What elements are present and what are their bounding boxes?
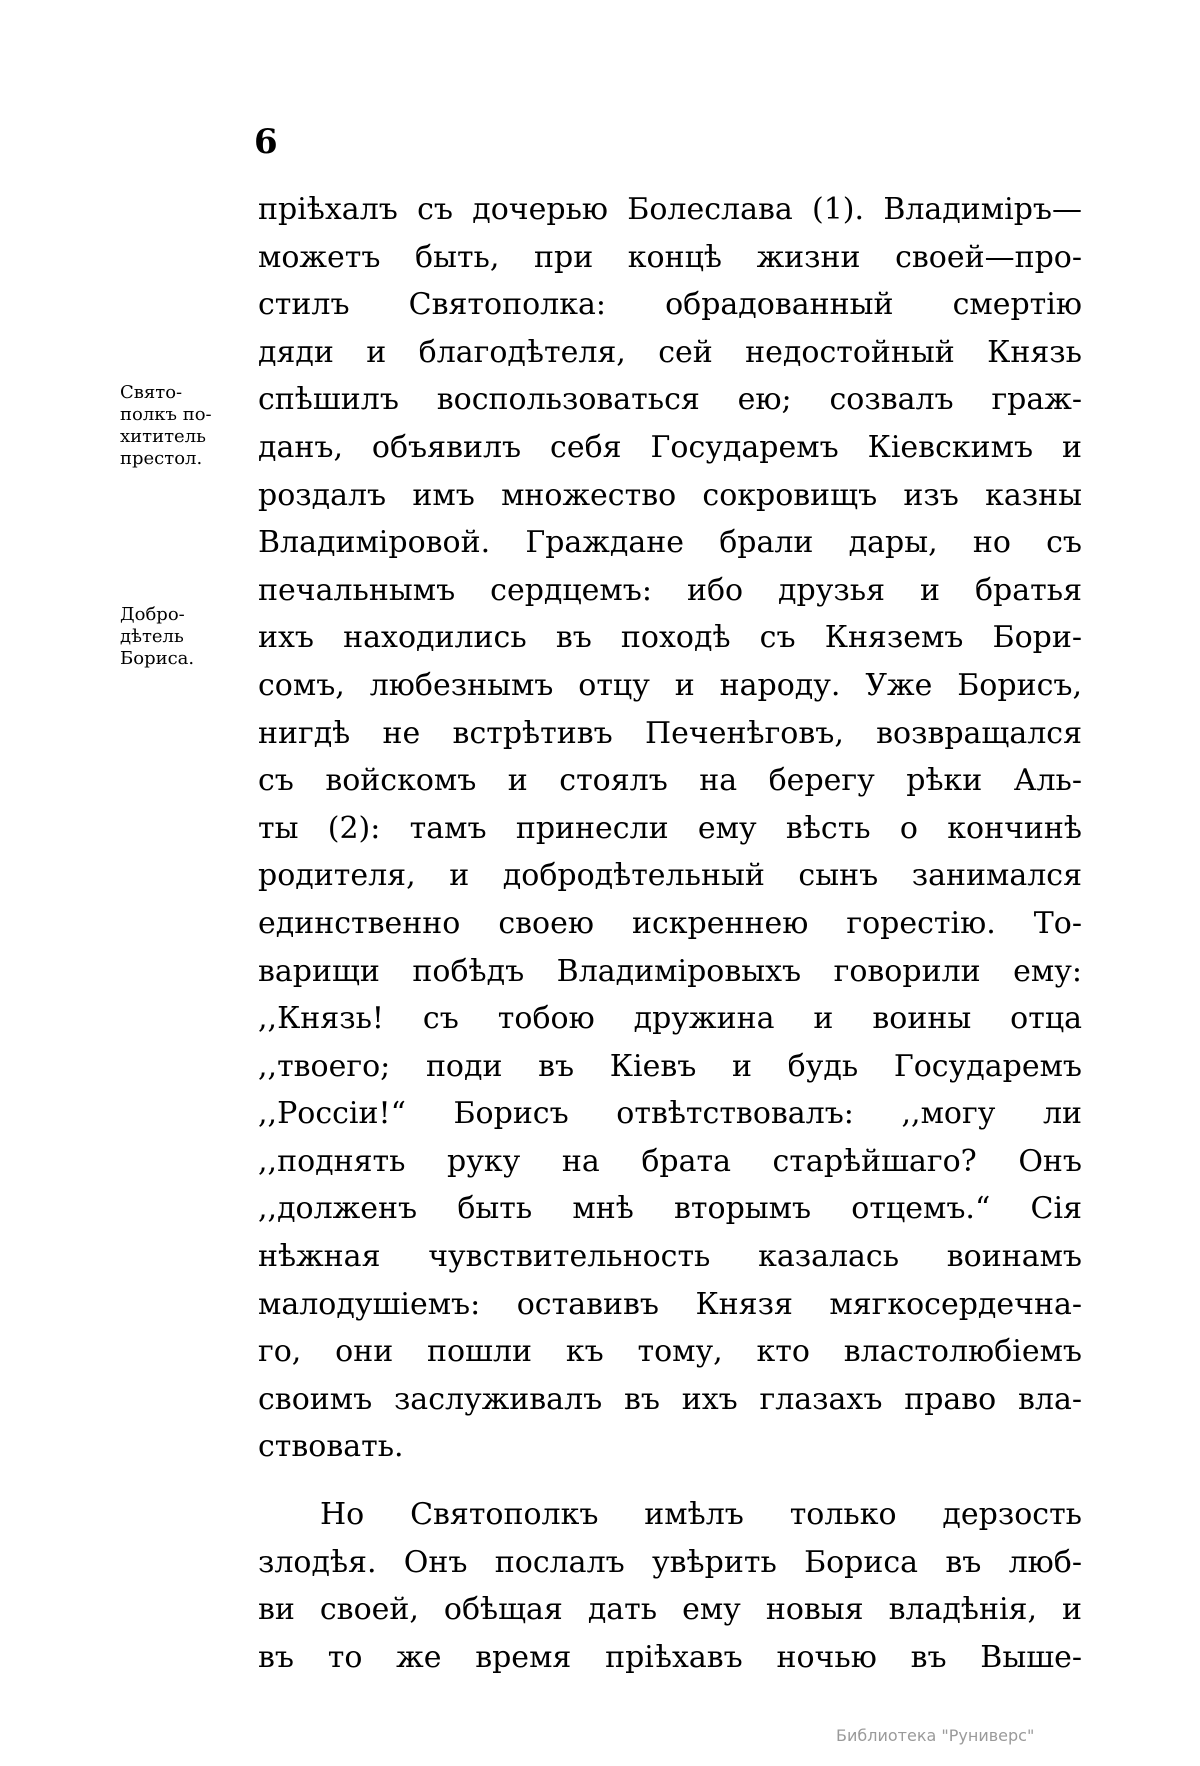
text-line: можетъ быть, при концѣ жизни своей—про- — [258, 239, 1082, 275]
text-line: роздалъ имъ множество сокровищъ изъ казны — [258, 477, 1082, 513]
text-line: го, они пошли къ тому, кто властолюбіемъ — [258, 1334, 1082, 1370]
margin-note-line: полкъ по- — [120, 404, 212, 425]
margin-note-line: хититель — [120, 426, 206, 447]
margin-note-line: Добро- — [120, 604, 185, 625]
text-line: печальнымъ сердцемъ: ибо друзья и братья — [258, 572, 1082, 608]
text-line: ствовать. — [258, 1429, 404, 1465]
text-line: спѣшилъ воспользоваться ею; созвалъ граж- — [258, 382, 1082, 418]
main-text — [258, 186, 1082, 1681]
text-line: нѣжная чувствительность казалась воинамъ — [258, 1239, 1082, 1275]
text-line: съ войскомъ и стоялъ на берегу рѣки Аль- — [258, 763, 1082, 799]
text-line: ,,Россіи!“ Борисъ отвѣтствовалъ: ,,могу ли — [258, 1096, 1082, 1132]
text-line: ихъ находились въ походѣ съ Княземъ Бори- — [258, 620, 1082, 656]
paragraph-gap — [258, 1471, 1082, 1491]
text-line: ви своей, обѣщая дать ему новыя владѣнія, и — [258, 1592, 1082, 1628]
margin-note-line: дѣтель — [120, 626, 184, 647]
text-line: сомъ, любезнымъ отцу и народу. Уже Борисъ, — [258, 667, 1082, 703]
text-line: дяди и благодѣтеля, сей недостойный Князь — [258, 334, 1082, 370]
text-line: единственно своею искреннею горестію. То- — [258, 905, 1082, 941]
page-number: 6 — [254, 122, 278, 162]
paragraph — [258, 1491, 1082, 1681]
text-line: родителя, и добродѣтельный сынъ занимался — [258, 858, 1082, 894]
margin-note-sviatopolk — [120, 382, 252, 470]
text-line: нигдѣ не встрѣтивъ Печенѣговъ, возвращался — [258, 715, 1082, 751]
text-line: своимъ заслуживалъ въ ихъ глазахъ право вла- — [258, 1381, 1082, 1417]
text-line: малодушіемъ: оставивъ Князя мягкосердечна- — [258, 1286, 1082, 1322]
text-line: пріѣхалъ съ дочерью Болеслава (1). Владиміръ— — [258, 192, 1082, 227]
text-line: ,,долженъ быть мнѣ вторымъ отцемъ.“ Сія — [258, 1191, 1082, 1227]
text-line: ты (2): тамъ принесли ему вѣсть о кончинѣ — [258, 810, 1082, 846]
text-line: ,,поднять руку на брата старѣйшаго? Онъ — [258, 1143, 1082, 1179]
text-line: ,,твоего; поди въ Кіевъ и будь Государемъ — [258, 1048, 1082, 1084]
paragraph — [258, 186, 1082, 1471]
margin-note-line: Свято- — [120, 382, 183, 403]
margin-note-boris — [120, 604, 252, 670]
margin-note-line: престол. — [120, 448, 203, 469]
text-line: Но Святополкъ имѣлъ только дерзость — [320, 1497, 1082, 1533]
text-line: стилъ Святополка: обрадованный смертію — [258, 287, 1082, 323]
text-line: ,,Князь! съ тобою дружина и воины отца — [258, 1001, 1082, 1037]
text-line: варищи побѣдъ Владиміровыхъ говорили ему: — [258, 953, 1082, 989]
library-watermark: Библиотека "Руниверс" — [836, 1726, 1035, 1745]
text-line: въ то же время пріѣхавъ ночью въ Выше- — [258, 1639, 1082, 1675]
text-line: злодѣя. Онъ послалъ увѣрить Бориса въ люб- — [258, 1544, 1082, 1580]
text-line: данъ, объявилъ себя Государемъ Кіевскимъ и — [258, 429, 1082, 465]
margin-note-line: Бориса. — [120, 648, 195, 669]
text-line: Владиміровой. Граждане брали дары, но съ — [258, 525, 1082, 561]
